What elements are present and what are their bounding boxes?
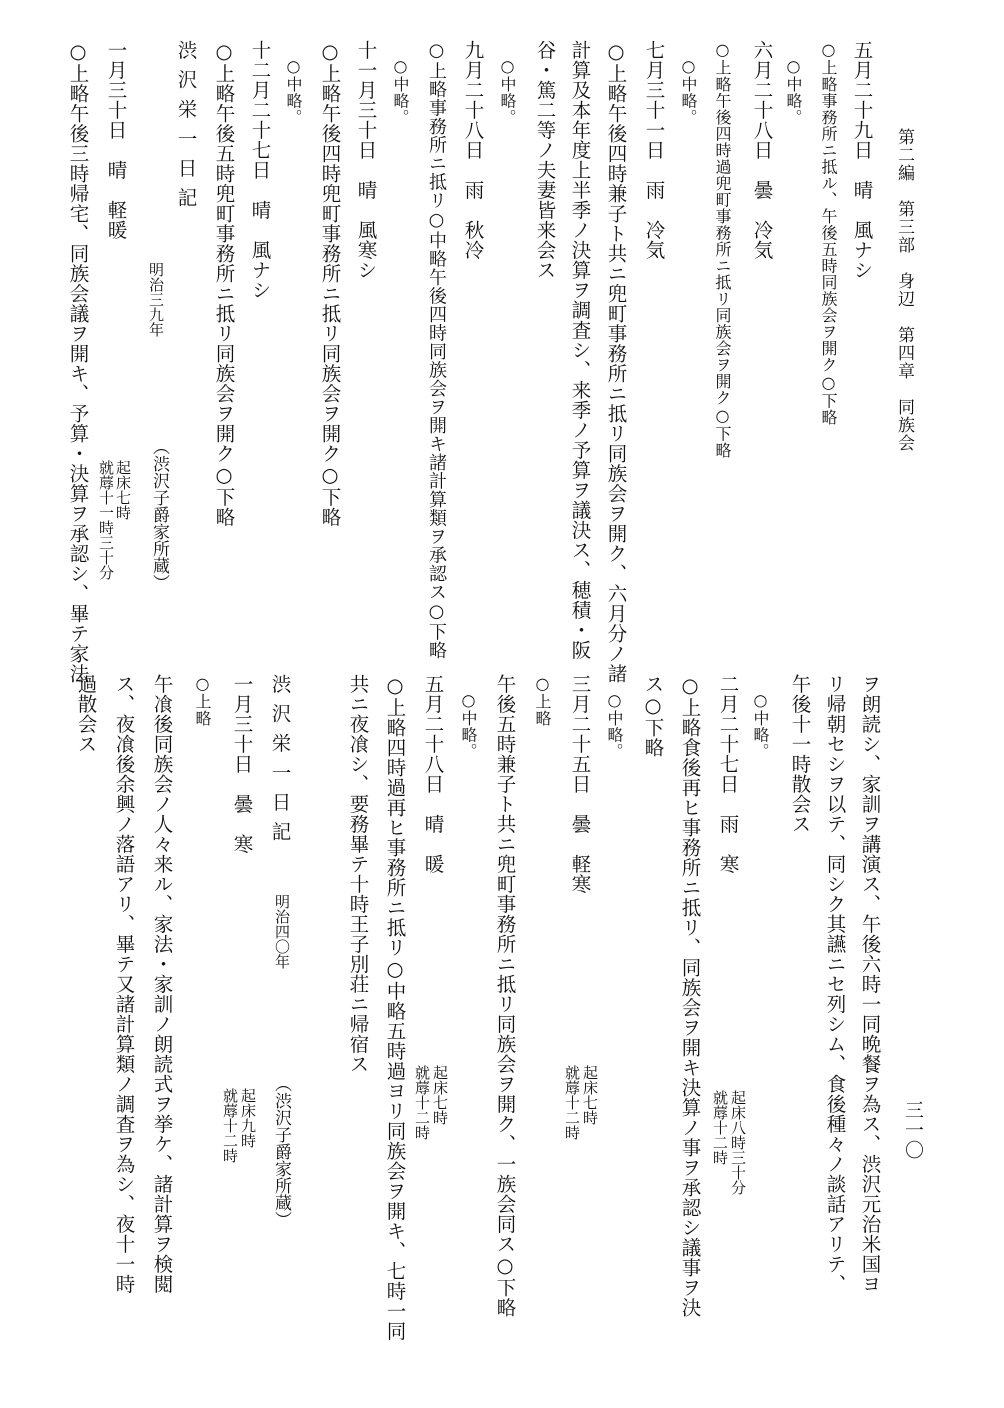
upper-line-1: 五月二十九日 晴 風ナシ — [850, 40, 874, 280]
lower-line-10: ○上略 — [533, 674, 552, 727]
lower-wake-time-4: 起床九時 — [239, 1088, 257, 1148]
upper-diary-title: 渋沢栄一日記 — [174, 40, 198, 217]
lower-line-4: ○中略。 — [751, 674, 770, 760]
upper-line-10: 谷・篤二等ノ夫妻皆来会ス — [533, 40, 557, 280]
lower-line-11: 午後五時兼子ト共ニ兜町事務所ニ抵リ同族会ヲ開ク、一族会同ス○下略 — [493, 674, 517, 1318]
upper-line-15: 十一月三十日 晴 風寒シ — [354, 40, 378, 280]
lower-line-5: 二月二十七日 雨 寒 — [716, 674, 740, 874]
lower-line-1: ヲ朗読シ、家訓ヲ講演ス、午後六時一同晩餐ヲ為ス、渋沢元治米国ヨ — [858, 674, 882, 1294]
lower-line-13: 五月二十八日 晴 暖 — [421, 674, 445, 874]
lower-diary-year: 明治四〇年 — [273, 894, 291, 969]
upper-line-4: 六月二十八日 曇 冷気 — [750, 40, 774, 260]
upper-diary-source: （渋沢子爵家所蔵） — [149, 438, 169, 591]
lower-wake-time-2: 起床七時 — [581, 1065, 599, 1125]
upper-line-17: ○中略。 — [284, 40, 303, 126]
upper-line-9: 計算及本年度上半季ノ決算ヲ調査シ、来季ノ予算ヲ議決ス、穂積・阪 — [568, 40, 592, 660]
upper-sleep-time: 就蓐十一時三十分 — [97, 460, 115, 580]
lower-sleep-time-4: 就蓐十二時 — [221, 1088, 239, 1163]
upper-line-16: ○上略午後四時兜町事務所ニ抵リ同族会ヲ開ク○下略 — [318, 40, 342, 527]
lower-diary-source: （渋沢子爵家所蔵） — [271, 1075, 291, 1228]
lower-line-21: 過散会ス — [74, 674, 98, 754]
lower-line-2: リ帰朝セシヲ以テ、同シク其讌ニセ列シム、食後種々ノ談話アリテ、 — [823, 674, 847, 1294]
upper-line-6: ○中略。 — [679, 40, 698, 126]
lower-sleep-time-1: 就蓐十二時 — [711, 1090, 729, 1165]
lower-line-7: ス○下略 — [641, 674, 665, 758]
upper-wake-time: 起床七時 — [114, 460, 132, 520]
upper-line-8: ○上略午後四時兼子ト共ニ兜町事務所ニ抵リ同族会ヲ開ク、六月分ノ諸 — [604, 40, 628, 684]
lower-line-6: ○上略食後再ヒ事務所ニ抵リ、同族会ヲ開キ決算ノ事ヲ承認シ議事ヲ決 — [678, 674, 702, 1318]
upper-line-18: 十二月二十七日 晴 風ナシ — [248, 40, 272, 300]
lower-line-8: ○中略。 — [605, 674, 624, 760]
running-header: 第二編 第三部 身辺 第四章 同族会 — [894, 128, 914, 452]
lower-line-15: 共ニ夜飡シ、要務畢テ十時王子別荘ニ帰宿ス — [346, 674, 370, 1074]
lower-line-12: ○中略。 — [459, 674, 478, 760]
upper-line-22: ○上略午後三時帰宅、同族会議ヲ開キ、予算・決算ヲ承認シ、畢テ家法 — [66, 40, 90, 684]
lower-line-18: ○上略 — [193, 674, 212, 727]
upper-diary-year: 明治三九年 — [147, 262, 165, 337]
upper-line-14: ○中略。 — [391, 40, 410, 126]
lower-line-9: 三月二十五日 曇 軽寒 — [568, 674, 592, 894]
lower-sleep-time-3: 就蓐十二時 — [413, 1065, 431, 1140]
page-number: 三一〇 — [902, 1100, 924, 1160]
upper-line-12: 九月二十八日 雨 秋冷 — [461, 40, 485, 260]
lower-line-14: ○上略四時過再ヒ事務所ニ抵リ○中略五時過ヨリ同族会ヲ開キ、七時一同 — [383, 674, 407, 1341]
lower-line-19: 午飡後同族会ノ人々来ル、家法・家訓ノ朗読式ヲ挙ケ、諸計算ヲ検閲 — [150, 674, 174, 1294]
lower-line-3: 午後十一時散会ス — [788, 674, 812, 834]
upper-line-13: ○上略事務所ニ抵リ○中略午後四時同族会ヲ開キ諸計算類ヲ承認ス○下略 — [426, 40, 447, 660]
lower-wake-time-1: 起床八時三十分 — [729, 1090, 747, 1195]
upper-line-2: ○上略事務所ニ抵ル、午後五時同族会ヲ開ク○下略 — [819, 40, 838, 426]
upper-line-3: ○中略。 — [784, 40, 803, 126]
lower-wake-time-3: 起床七時 — [431, 1065, 449, 1125]
upper-line-7: 七月三十一日 雨 冷気 — [642, 40, 666, 260]
upper-line-5: ○上略午後四時過兜町事務所ニ抵リ同族会ヲ開ク○下略 — [713, 40, 732, 459]
upper-line-11: ○中略。 — [498, 40, 517, 126]
upper-line-21: 一月三十日 晴 軽暖 — [104, 40, 128, 240]
upper-line-19: ○上略午後五時兜町事務所ニ抵リ同族会ヲ開ク○下略 — [212, 40, 236, 527]
lower-line-17: 一月三十日 曇 寒 — [230, 674, 254, 854]
lower-sleep-time-2: 就蓐十二時 — [563, 1065, 581, 1140]
lower-line-20: ス、夜飡後余興ノ落語アリ、畢テ又諸計算類ノ調査ヲ為シ、夜十一時 — [112, 674, 136, 1294]
lower-diary-title: 渋沢栄一日記 — [268, 674, 292, 851]
